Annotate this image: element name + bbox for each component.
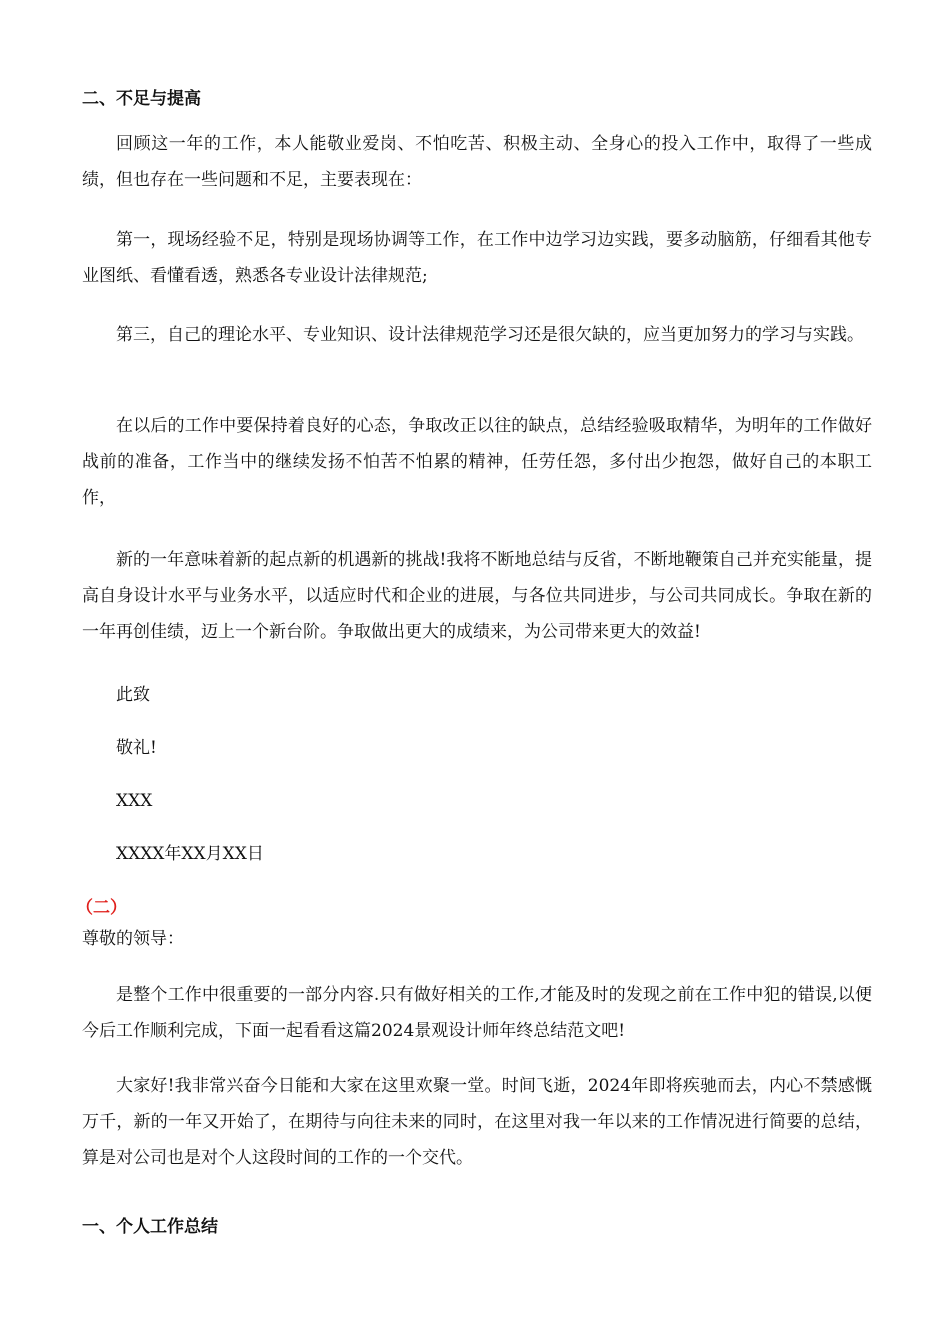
closing-line-2: 敬礼! xyxy=(116,738,157,758)
paragraph-first-point: 第一，现场经验不足，特别是现场协调等工作，在工作中边学习边实践，要多动脑筋，仔细看其他专业图纸、看懂看透，熟悉各专业设计法律规范; xyxy=(82,230,872,286)
section-heading-shortcomings: 二、不足与提高 xyxy=(82,89,201,109)
section-heading-personal-summary: 一、个人工作总结 xyxy=(82,1217,218,1237)
paragraph-future-plan: 在以后的工作中要保持着良好的心态，争取改正以往的缺点，总结经验吸取精华，为明年的工作做好战前的准备，工作当中的继续发扬不怕苦不怕累的精神，任劳任怨，多付出少抱怨，做好自己的本职工作， xyxy=(82,416,872,508)
paragraph-intro: 是整个工作中很重要的一部分内容.只有做好相关的工作,才能及时的发现之前在工作中犯的错误,以便今后工作顺利完成，下面一起看看这篇2024景观设计师年终总结范文吧! xyxy=(82,985,872,1041)
paragraph-new-year: 新的一年意味着新的起点新的机遇新的挑战!我将不断地总结与反省，不断地鞭策自己并充实能量，提高自身设计水平与业务水平，以适应时代和企业的进展，与各位共同进步，与公司共同成长。争取在新的一年再创佳绩，迈上一个新台阶。争取做出更大的成绩来，为公司带来更大的效益! xyxy=(82,550,872,642)
salutation: 尊敬的领导： xyxy=(82,929,184,949)
date-line: XXXX年XX月XX日 xyxy=(116,844,264,864)
paragraph-review: 回顾这一年的工作，本人能敬业爱岗、不怕吃苦、积极主动、全身心的投入工作中，取得了一些成绩，但也存在一些问题和不足，主要表现在： xyxy=(82,134,872,190)
paragraph-third-point: 第三，自己的理论水平、专业知识、设计法律规范学习还是很欠缺的，应当更加努力的学习与实践。 xyxy=(116,325,864,345)
paragraph-greeting: 大家好!我非常兴奋今日能和大家在这里欢聚一堂。时间飞逝，2024年即将疾驰而去，内心不禁感慨万千，新的一年又开始了，在期待与向往未来的同时，在这里对我一年以来的工作情况进行简要的总结，算是对公司也是对个人这段时间的工作的一个交代。 xyxy=(82,1076,872,1168)
closing-line-1: 此致 xyxy=(116,685,150,705)
part-two-label: （二） xyxy=(76,898,127,918)
signature: XXX xyxy=(116,791,153,811)
